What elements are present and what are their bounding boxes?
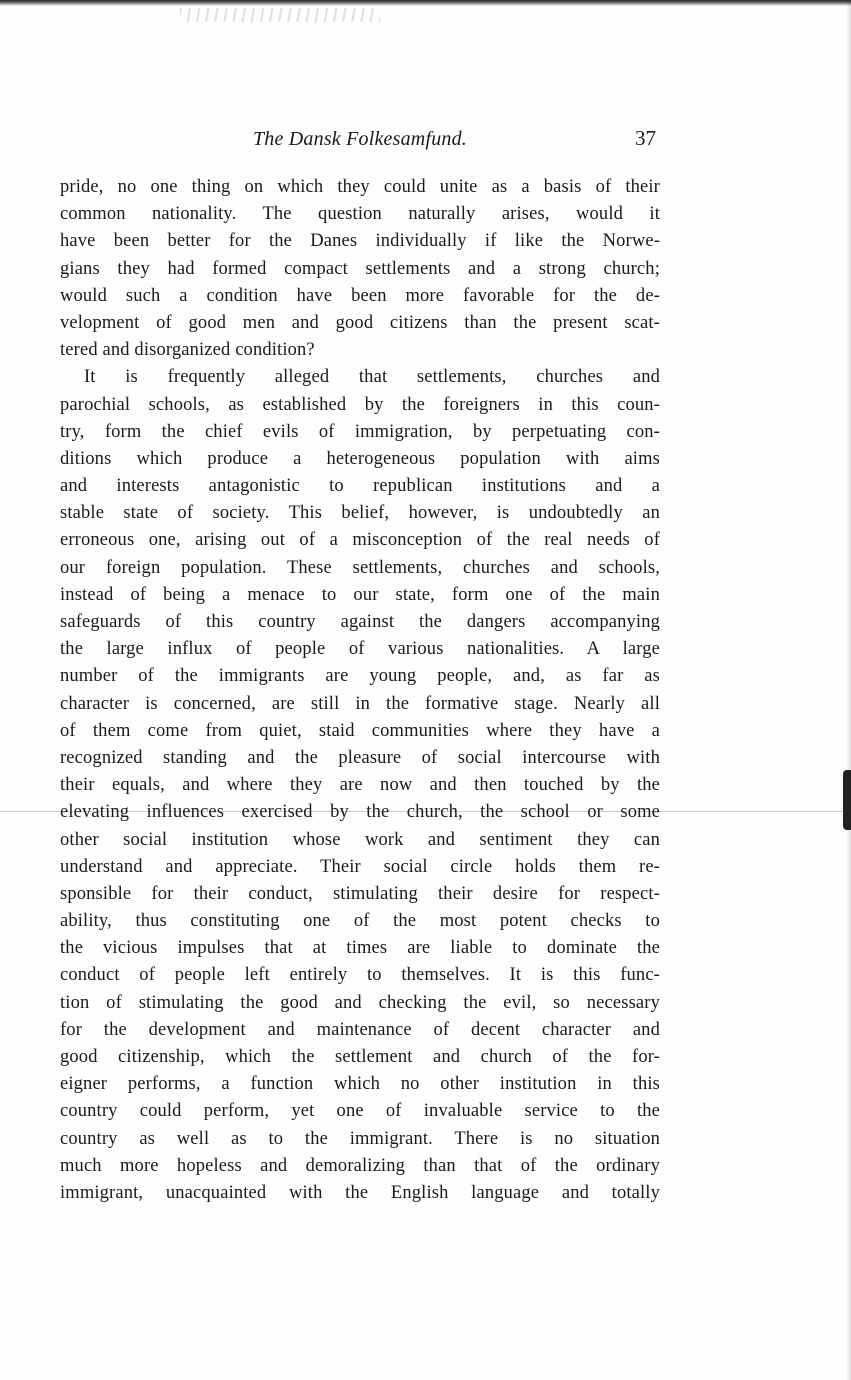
text-line: other social institution whose work and sentiment they can xyxy=(60,829,660,850)
page-number: 37 xyxy=(635,126,656,150)
text-line: common nationality. The question naturally arises, would it xyxy=(60,204,660,225)
running-title: The Dansk Folkesamfund. xyxy=(252,128,467,150)
text-line: country could perform, yet one of invaluable service to the xyxy=(60,1101,660,1122)
paragraph-1 xyxy=(60,174,660,364)
text-line: eigner performs, a function which no other institution in this xyxy=(60,1074,660,1095)
text-line: recognized standing and the pleasure of social intercourse with xyxy=(60,747,660,768)
text-line: much more hopeless and demoralizing than that of the ordinary xyxy=(60,1155,660,1176)
text-line: the large influx of people of various nationalities. A large xyxy=(60,639,660,660)
text-line: safeguards of this country against the dangers accompanying xyxy=(60,612,660,632)
text-line: erroneous one, arising out of a misconception of the real needs of xyxy=(60,530,660,551)
text-line: gians they had formed compact settlements and a strong church; xyxy=(60,258,660,279)
text-line: ability, thus constituting one of the most potent checks to xyxy=(60,911,660,932)
text-line: parochial schools, as established by the foreigners in this coun- xyxy=(60,394,660,415)
text-line: character is concerned, are still in the formative stage. Nearly all xyxy=(60,693,660,714)
text-line: of them come from quiet, staid communities where they have a xyxy=(60,720,660,741)
page-top-edge xyxy=(0,0,851,6)
text-line: their equals, and where they are now and then touched by the xyxy=(60,775,660,796)
text-line: elevating influences exercised by the church, the school or some xyxy=(60,802,660,823)
text-line: country as well as to the immigrant. There is no situation xyxy=(60,1128,660,1149)
paragraph-2 xyxy=(60,364,660,1207)
body-text xyxy=(60,174,660,1207)
text-line: have been better for the Danes individually if like the Norwe- xyxy=(60,231,660,252)
text-line: try, form the chief evils of immigration, by perpetuating con- xyxy=(60,421,660,442)
page-right-edge xyxy=(846,0,851,1380)
text-line: pride, no one thing on which they could unite as a basis of their xyxy=(60,177,660,197)
text-line: ditions which produce a heterogeneous population with aims xyxy=(60,448,660,469)
text-line: tion of stimulating the good and checking the evil, so necessary xyxy=(60,992,660,1013)
text-line: and interests antagonistic to republican institutions and a xyxy=(60,476,660,497)
binding-mark xyxy=(843,770,851,830)
text-line: would such a condition have been more favorable for the de- xyxy=(60,285,660,306)
text-line: instead of being a menace to our state, form one of the main xyxy=(60,584,660,605)
text-line: our foreign population. These settlements, churches and schools, xyxy=(60,557,660,578)
scan-speckle xyxy=(180,8,380,22)
running-header xyxy=(60,128,660,158)
text-line: good citizenship, which the settlement and church of the for- xyxy=(60,1047,660,1067)
text-line: stable state of society. This belief, however, is undoubtedly an xyxy=(60,503,660,524)
text-line: sponsible for their conduct, stimulating their desire for respect- xyxy=(60,883,660,904)
text-line: for the development and maintenance of decent character and xyxy=(60,1019,660,1040)
text-line: immigrant, unacquainted with the English language and totally xyxy=(60,1182,660,1203)
text-line: tered and disorganized condition? xyxy=(60,340,315,361)
text-line: understand and appreciate. Their social circle holds them re- xyxy=(60,856,660,877)
text-line: number of the immigrants are young people, and, as far as xyxy=(60,666,660,687)
text-line: conduct of people left entirely to themselves. It is this func- xyxy=(60,965,660,986)
text-line: velopment of good men and good citizens than the present scat- xyxy=(60,312,660,333)
text-line: It is frequently alleged that settlements, churches and xyxy=(84,367,660,388)
text-line: the vicious impulses that at times are liable to dominate the xyxy=(60,938,660,959)
